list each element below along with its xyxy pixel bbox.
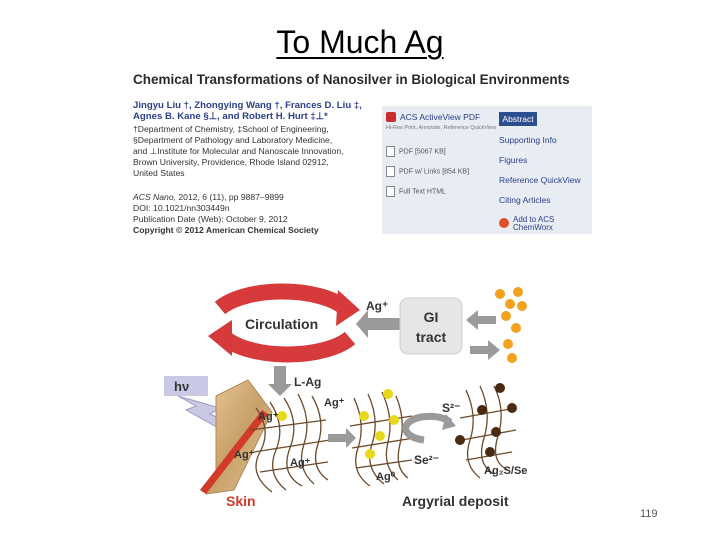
- gi-tract-box: [400, 298, 462, 354]
- supporting-info-link[interactable]: Supporting Info: [499, 135, 557, 145]
- article-title: Chemical Transformations of Nanosilver in Biological Environments: [133, 72, 570, 87]
- file-label: PDF w/ Links: [399, 168, 441, 176]
- copyright: Copyright © 2012 American Chemical Society: [133, 225, 319, 235]
- pdf-download-link[interactable]: [386, 146, 446, 157]
- reference-quickview-link[interactable]: Reference QuickView: [499, 175, 581, 185]
- file-label: PDF: [399, 148, 413, 156]
- nanosilver-transformation-diagram: [160, 280, 540, 512]
- chemworx-icon: [499, 218, 509, 228]
- hv-label: hν: [174, 379, 190, 394]
- journal-details: 2012, 6 (11), pp 9887–9899: [178, 192, 284, 202]
- l-ag-label: L-Ag: [294, 375, 322, 389]
- file-size: [5067 KB]: [414, 148, 446, 156]
- full-text-html-link[interactable]: [386, 186, 446, 197]
- citing-articles-link[interactable]: Citing Articles: [499, 195, 551, 205]
- affiliation-line: and ⊥Institute for Molecular and Nanoscale Innovation,: [133, 146, 344, 156]
- page-number: 119: [640, 508, 658, 520]
- ag-plus-label-2: Ag⁺: [258, 411, 279, 423]
- skin-label: Skin: [226, 493, 256, 509]
- ag-plus-label-4: Ag⁺: [290, 457, 311, 469]
- slide-title-text: To Much Ag: [276, 24, 444, 60]
- ag-plus-top-label: Ag⁺: [366, 299, 389, 313]
- orange-nanoparticles: [495, 287, 527, 363]
- file-icon: [386, 186, 395, 197]
- ag-zero-label: Ag⁰: [376, 471, 396, 483]
- input-arrow-bottom: [470, 340, 500, 360]
- s2-label: S²⁻: [442, 401, 461, 415]
- pdf-icon: [386, 112, 396, 122]
- slide-title: [0, 24, 720, 61]
- file-icon: [386, 166, 395, 177]
- add-to-chemworx-link[interactable]: [513, 216, 554, 232]
- journal-citation: [133, 192, 284, 203]
- journal-name: ACS Nano,: [133, 192, 176, 202]
- activeview-pdf-subtitle: Hi-Res Print, Annotate, Reference QuickView: [386, 125, 497, 131]
- tract-label: tract: [415, 329, 447, 345]
- authors-line-2[interactable]: Agnes B. Kane §⊥, and Robert H. Hurt ‡⊥*: [133, 111, 328, 122]
- ag-plus-label-1: Ag⁺: [324, 397, 345, 409]
- circulation-label: Circulation: [245, 316, 319, 332]
- file-icon: [386, 146, 395, 157]
- process-arrow: [328, 428, 356, 448]
- add-to-line-2: ChemWorx: [513, 223, 553, 232]
- ag2sse-label: Ag₂S/Se: [484, 465, 528, 477]
- se2-label: Se²⁻: [414, 453, 440, 467]
- ag-plus-label-3: Ag⁺: [234, 449, 255, 461]
- doi[interactable]: DOI: 10.1021/nn303449n: [133, 203, 230, 213]
- affiliation-line: Brown University, Providence, Rhode Island 02912,: [133, 157, 329, 167]
- authors-line-1[interactable]: Jingyu Liu †, Zhongying Wang †, Frances D. Liu ‡,: [133, 100, 362, 111]
- l-ag-down-arrow: [268, 366, 292, 396]
- activeview-pdf-link[interactable]: ACS ActiveView PDF: [400, 112, 481, 122]
- file-label: Full Text HTML: [399, 188, 446, 196]
- input-arrow-top: [466, 310, 496, 330]
- publication-date: Publication Date (Web): October 9, 2012: [133, 214, 288, 224]
- affiliation-line: §Department of Pathology and Laboratory Medicine,: [133, 135, 333, 145]
- file-size: [854 KB]: [442, 168, 470, 176]
- add-to-line-1: Add to ACS: [513, 215, 555, 224]
- figures-link[interactable]: Figures: [499, 155, 528, 165]
- pdf-with-links-download-link[interactable]: [386, 166, 469, 177]
- gi-label: GI: [423, 309, 439, 325]
- argyrial-deposit-label: Argyrial deposit: [402, 493, 509, 509]
- brown-nanoparticles: [455, 383, 517, 457]
- abstract-button[interactable]: Abstract: [499, 112, 537, 126]
- affiliation-line: †Department of Chemistry, ‡School of Engineering,: [133, 124, 329, 134]
- article-side-panel: [382, 106, 592, 234]
- gi-to-circulation-arrow: [356, 310, 400, 338]
- affiliation-line: United States: [133, 168, 185, 178]
